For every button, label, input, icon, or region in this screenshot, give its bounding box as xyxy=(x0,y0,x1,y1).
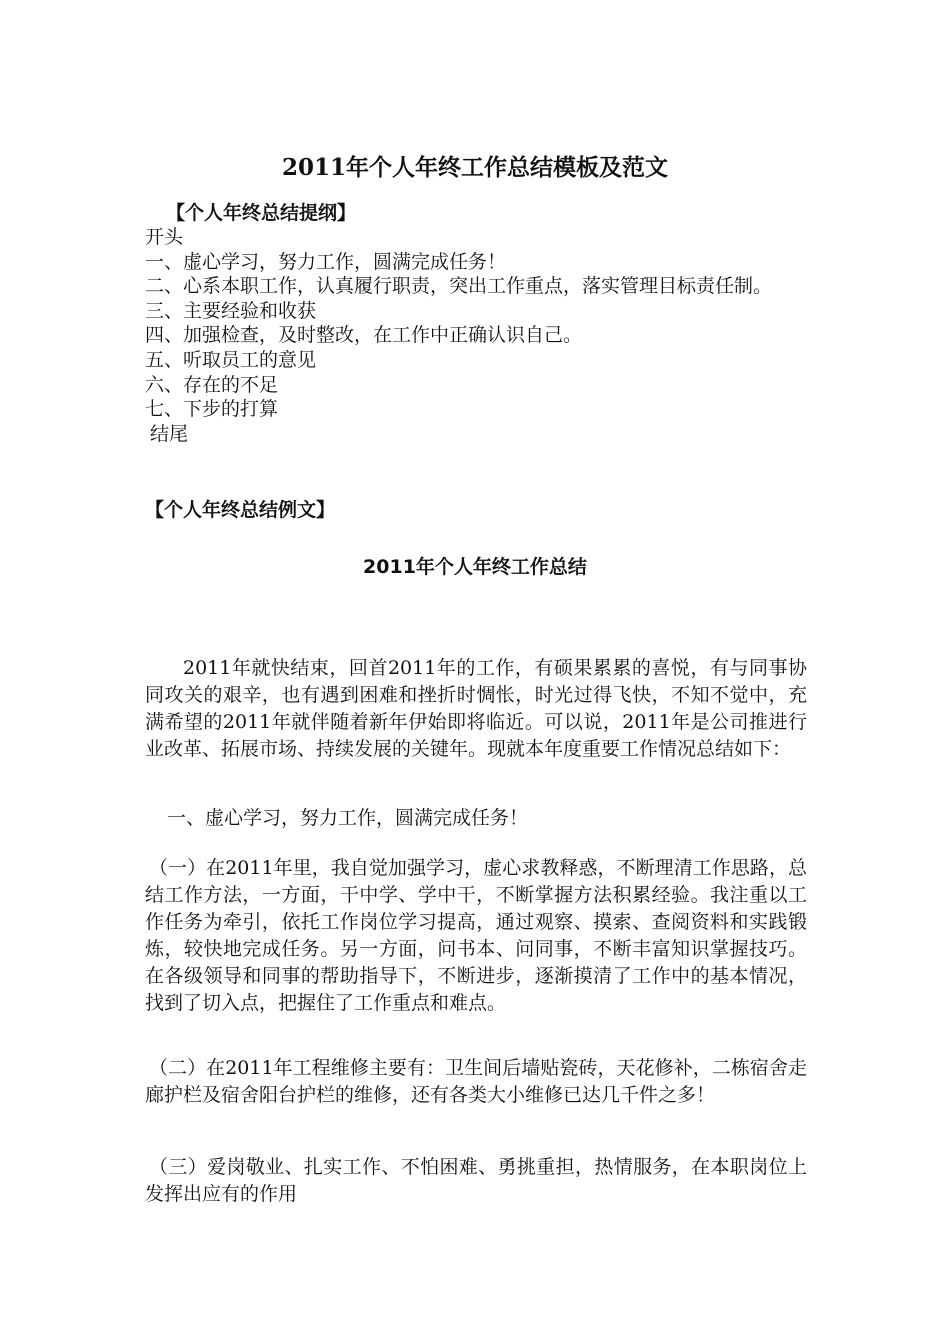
outline-item: 七、下步的打算 xyxy=(145,398,279,421)
outline-item: 开头 xyxy=(145,226,184,248)
outline-item: 五、听取员工的意见 xyxy=(145,348,317,371)
section-heading: 一、虚心学习，努力工作，圆满完成任务！ xyxy=(167,807,529,829)
body-paragraph: （二）在2011年工程维修主要有：卫生间后墙贴瓷砖，天花修补，二栋宿舍走廊护栏及宿舍阳台护栏的维修，还有各类大小维修已达几千件之多！ xyxy=(145,1057,807,1106)
outline-item: 四、加强检查，及时整改，在工作中正确认识自己。 xyxy=(145,324,583,347)
outline-item: 结尾 xyxy=(150,422,189,445)
body-paragraph: （三）爱岗敬业、扎实工作、不怕困难、勇挑重担，热情服务，在本职岗位上发挥出应有的作用 xyxy=(145,1156,807,1205)
outline-item: 三、主要经验和收获 xyxy=(145,299,317,322)
example-title: 2011年个人年终工作总结 xyxy=(363,556,587,578)
outline-heading: 【个人年终总结提纲】 xyxy=(166,202,357,224)
outline-item: 一、虚心学习，努力工作，圆满完成任务！ xyxy=(145,250,507,273)
outline-list xyxy=(145,225,820,446)
outline-item: 六、存在的不足 xyxy=(145,373,279,396)
outline-item: 二、心系本职工作，认真履行职责，突出工作重点，落实管理目标责任制。 xyxy=(145,275,773,298)
example-heading: 【个人年终总结例文】 xyxy=(145,499,336,521)
intro-paragraph: 2011年就快结束，回首2011年的工作，有硕果累累的喜悦，有与同事协同攻关的艰辛，也有遇到困难和挫折时惆怅，时光过得飞快，不知不觉中，充满希望的2011年就伴随着新年伊始即将临近。可以说，2011年是公司推进行业改革、拓展市场、持续发展的关键年。现就本年度重要工作情况总结如下： xyxy=(145,657,807,760)
document-title: 2011年个人年终工作总结模板及范文 xyxy=(281,154,668,181)
body-paragraph: （一）在2011年里，我自觉加强学习，虚心求教释惑，不断理清工作思路，总结工作方法，一方面，干中学、学中干，不断掌握方法积累经验。我注重以工作任务为牵引，依托工作岗位学习提高，通过观察、摸索、查阅资料和实践锻炼，较快地完成任务。另一方面，问书本、问同事，不断丰富知识掌握技巧。在各级领导和同事的帮助指导下，不断进步，逐渐摸清了工作中的基本情况，找到了切入点，把握住了工作重点和难点。 xyxy=(145,857,807,1014)
